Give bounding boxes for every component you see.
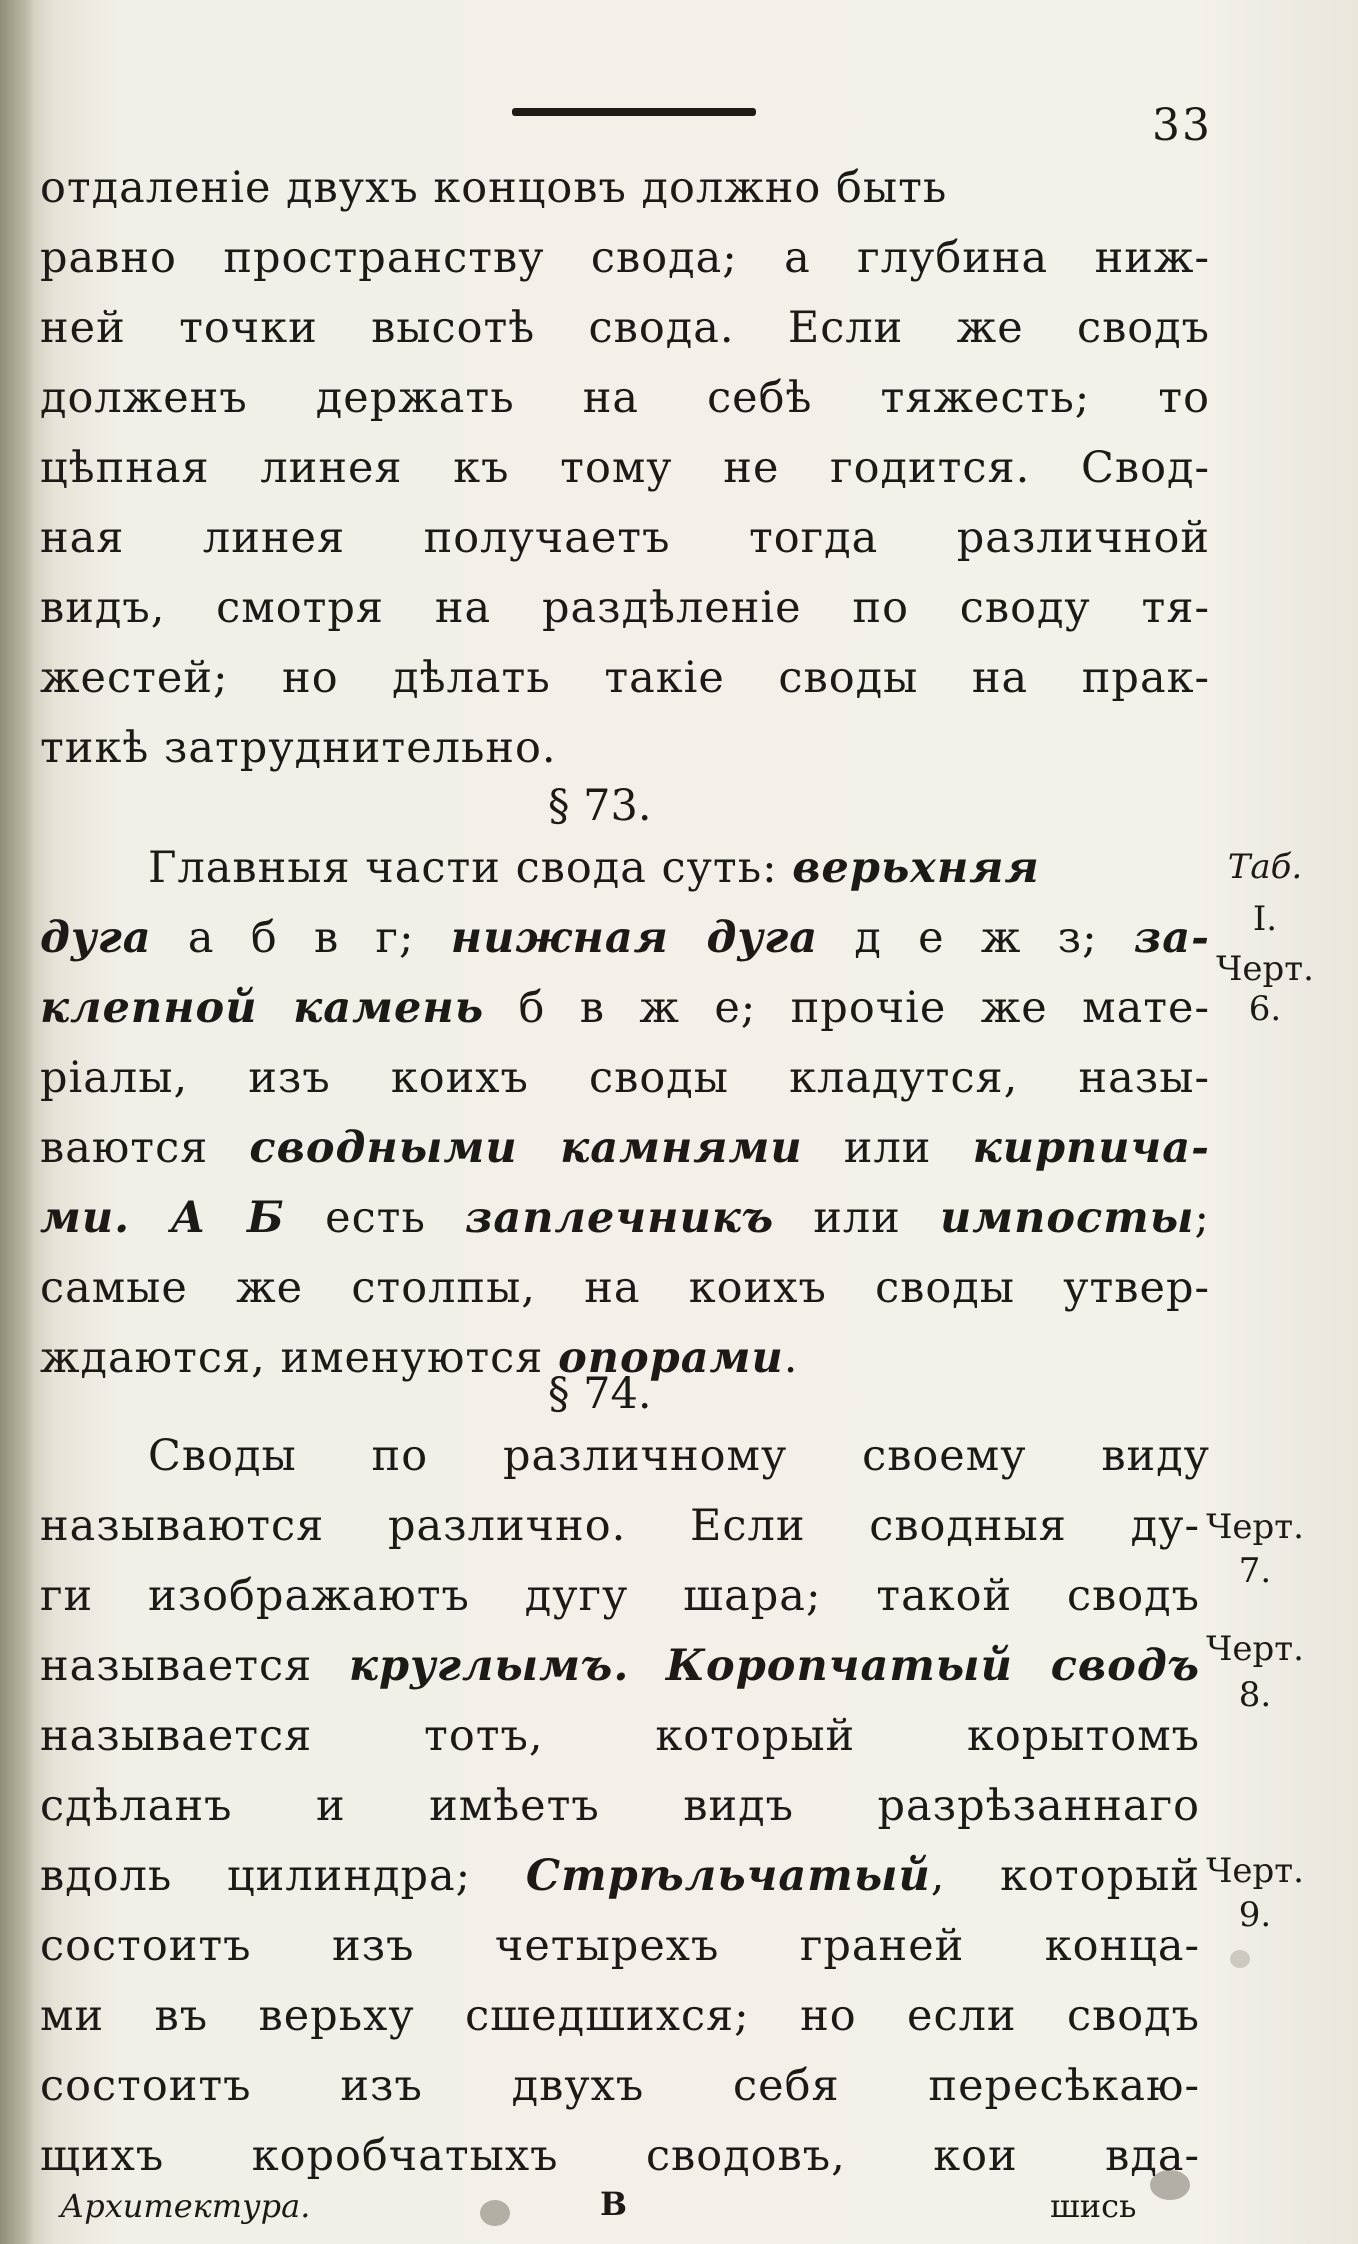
margin-note-figure-label: Черт. (1216, 949, 1314, 989)
text-line: цѣпная линея къ тому не годится. Свод- (40, 443, 1210, 493)
page-number: 33 (1152, 100, 1212, 151)
margin-note-figure-number: 6. (1248, 989, 1282, 1029)
margin-note-table: Таб. (1227, 847, 1303, 887)
margin-note-figure-number: 7. (1238, 1551, 1272, 1591)
text-line: тикѣ затруднительно. (40, 723, 557, 773)
text-line: называется тотъ, который корытомъ (40, 1711, 1200, 1761)
section-heading-74: § 74. (548, 1369, 652, 1419)
text-line: жестей; но дѣлать такіе своды на прак- (40, 653, 1210, 703)
ink-stain (1150, 2170, 1190, 2200)
margin-note-table-number: I. (1252, 899, 1278, 939)
text-line: отдаленіе двухъ концовъ должно быть (40, 163, 948, 213)
text-line: щихъ коробчатыхъ сводовъ, кои вда- (40, 2131, 1200, 2181)
signature-mark: В (600, 2185, 628, 2223)
text-line: ней точки высотѣ свода. Если же сводъ (40, 303, 1210, 353)
text-line: ми. А Б есть заплечникъ или импосты; (40, 1193, 1210, 1243)
text-line: клепной камень б в ж е; прочіе же мате- (40, 983, 1210, 1033)
header-rule (512, 108, 756, 116)
margin-note-figure-number: 8. (1238, 1675, 1272, 1715)
text-line: состоитъ изъ четырехъ граней конца- (40, 1921, 1200, 1971)
text-line: вдоль цилиндра; Стрѣльчатый, который (40, 1851, 1201, 1901)
ink-stain (480, 2200, 510, 2226)
catchword: шись (1050, 2187, 1137, 2225)
text-line: дуга а б в г; нижная дуга д е ж з; за- (40, 913, 1211, 963)
text-line: называются различно. Если сводныя ду- (40, 1501, 1200, 1551)
text-line: Своды по различному своему виду (148, 1431, 1210, 1481)
text-line: ная линея получаетъ тогда различной (40, 513, 1210, 563)
margin-note-figure-label: Черт. (1206, 1507, 1304, 1547)
signature-title: Архитектура. (60, 2187, 311, 2225)
book-spine-shadow (0, 0, 34, 2244)
margin-note-figure-label: Черт. (1206, 1629, 1304, 1669)
text-line: самые же столпы, на коихъ своды утвер- (40, 1263, 1210, 1313)
text-line: равно пространству свода; а глубина ниж- (40, 233, 1210, 283)
text-line: состоитъ изъ двухъ себя пересѣкаю- (40, 2061, 1200, 2111)
text-line: долженъ держать на себѣ тяжесть; то (40, 373, 1210, 423)
ink-stain (1230, 1950, 1250, 1968)
text-line: ріалы, изъ коихъ своды кладутся, назы- (40, 1053, 1210, 1103)
text-line: ми въ верьху сшедшихся; но если сводъ (40, 1991, 1200, 2041)
text-line: Главныя части свода суть: верьхняя (148, 843, 1040, 893)
text-line: называется круглымъ. Коропчатый сводъ (40, 1641, 1200, 1691)
margin-note-figure-number: 9. (1238, 1895, 1272, 1935)
margin-note-figure-label: Черт. (1206, 1851, 1304, 1891)
text-line: ги изображаютъ дугу шара; такой сводъ (40, 1571, 1200, 1621)
text-line: видъ, смотря на раздѣленіе по своду тя- (40, 583, 1210, 633)
section-heading-73: § 73. (548, 781, 652, 831)
text-line: ваются сводными камнями или кирпича- (40, 1123, 1210, 1173)
text-line: ждаются, именуются опорами. (40, 1333, 799, 1383)
text-line: сдѣланъ и имѣетъ видъ разрѣзаннаго (40, 1781, 1200, 1831)
